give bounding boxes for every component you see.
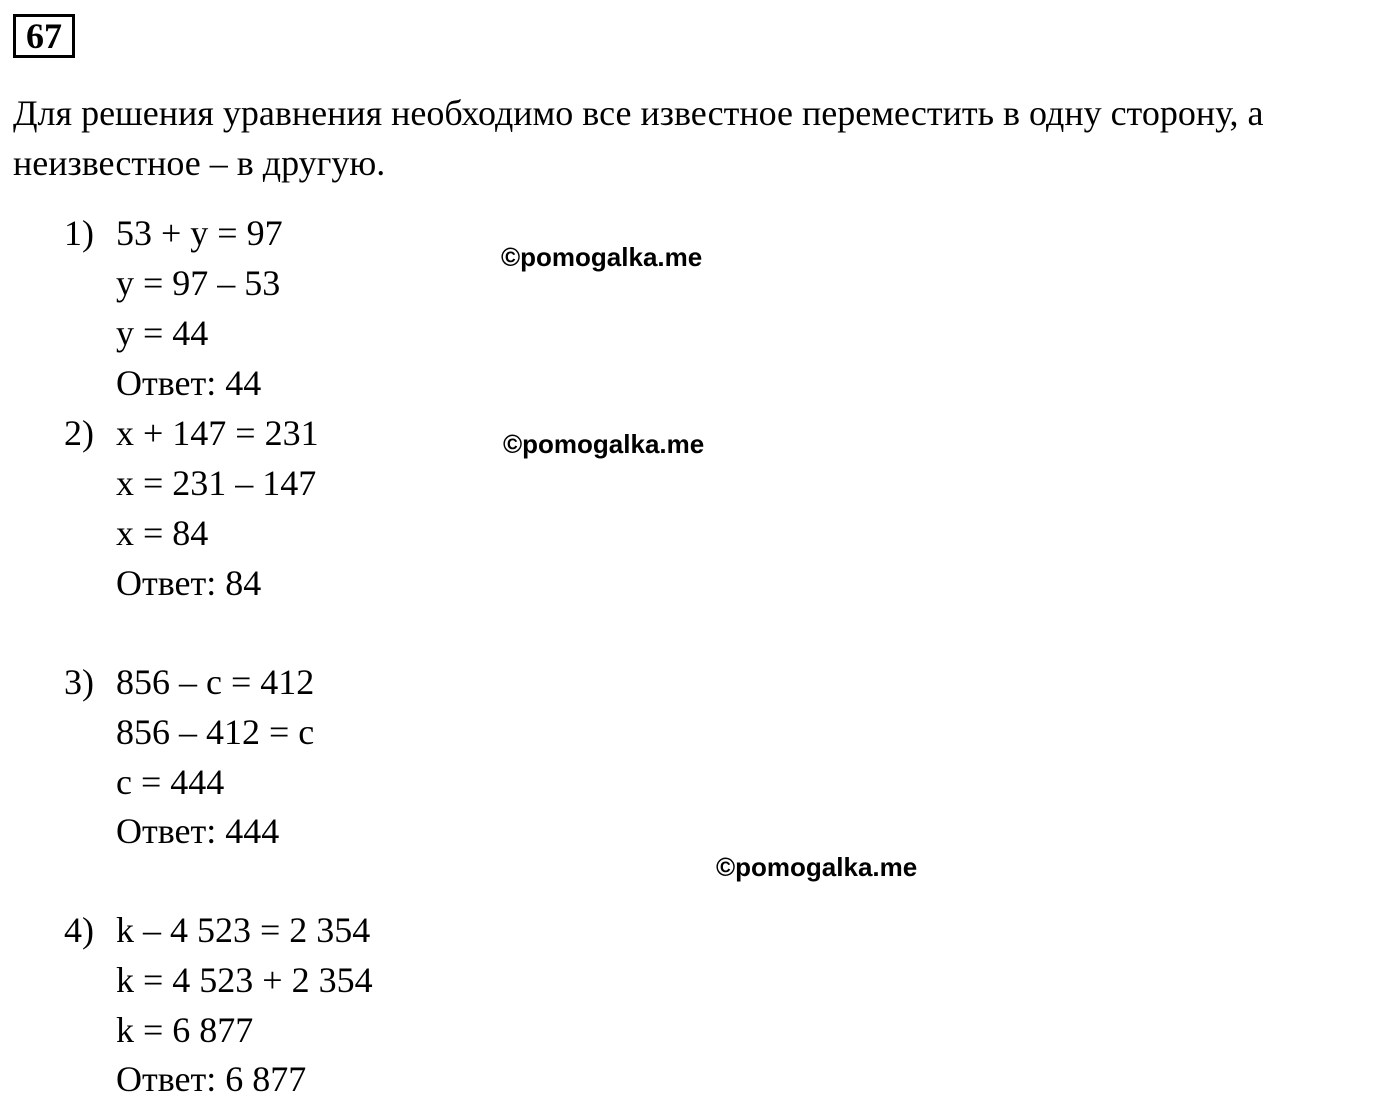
solution-4-answer: Ответ: 6 877 bbox=[116, 1059, 307, 1099]
watermark-2: ©pomogalka.me bbox=[503, 429, 705, 459]
solution-3-line-2: 856 – 412 = c bbox=[116, 712, 315, 752]
solution-4-line-1: k – 4 523 = 2 354 bbox=[116, 910, 371, 950]
solution-2-line-1: x + 147 = 231 bbox=[116, 413, 319, 453]
solution-4-line-3: k = 6 877 bbox=[116, 1010, 254, 1050]
solution-4-line-2: k = 4 523 + 2 354 bbox=[116, 960, 373, 1000]
solution-1-line-3: y = 44 bbox=[116, 313, 209, 353]
task-intro-text: Для решения уравнения необходимо все известное переместить в одну сторону, а неизвестное – в другую. bbox=[13, 93, 1264, 183]
solution-1-label: 1) bbox=[64, 213, 94, 253]
solution-1-answer: Ответ: 44 bbox=[116, 363, 262, 403]
solution-2-label: 2) bbox=[64, 413, 94, 453]
solution-3-label: 3) bbox=[64, 662, 94, 702]
solution-2-line-3: x = 84 bbox=[116, 513, 209, 553]
task-number: 67 bbox=[13, 14, 75, 58]
solution-2-answer: Ответ: 84 bbox=[116, 563, 262, 603]
solution-3-answer: Ответ: 444 bbox=[116, 811, 280, 851]
solution-1-line-2: y = 97 – 53 bbox=[116, 263, 281, 303]
solution-2-line-2: x = 231 – 147 bbox=[116, 463, 317, 503]
watermark-3: ©pomogalka.me bbox=[716, 852, 918, 882]
solution-4-label: 4) bbox=[64, 910, 94, 950]
solution-1-line-1: 53 + y = 97 bbox=[116, 213, 283, 253]
solution-3-line-1: 856 – c = 412 bbox=[116, 662, 315, 702]
watermark-1: ©pomogalka.me bbox=[501, 242, 703, 272]
solution-3-line-3: c = 444 bbox=[116, 762, 225, 802]
